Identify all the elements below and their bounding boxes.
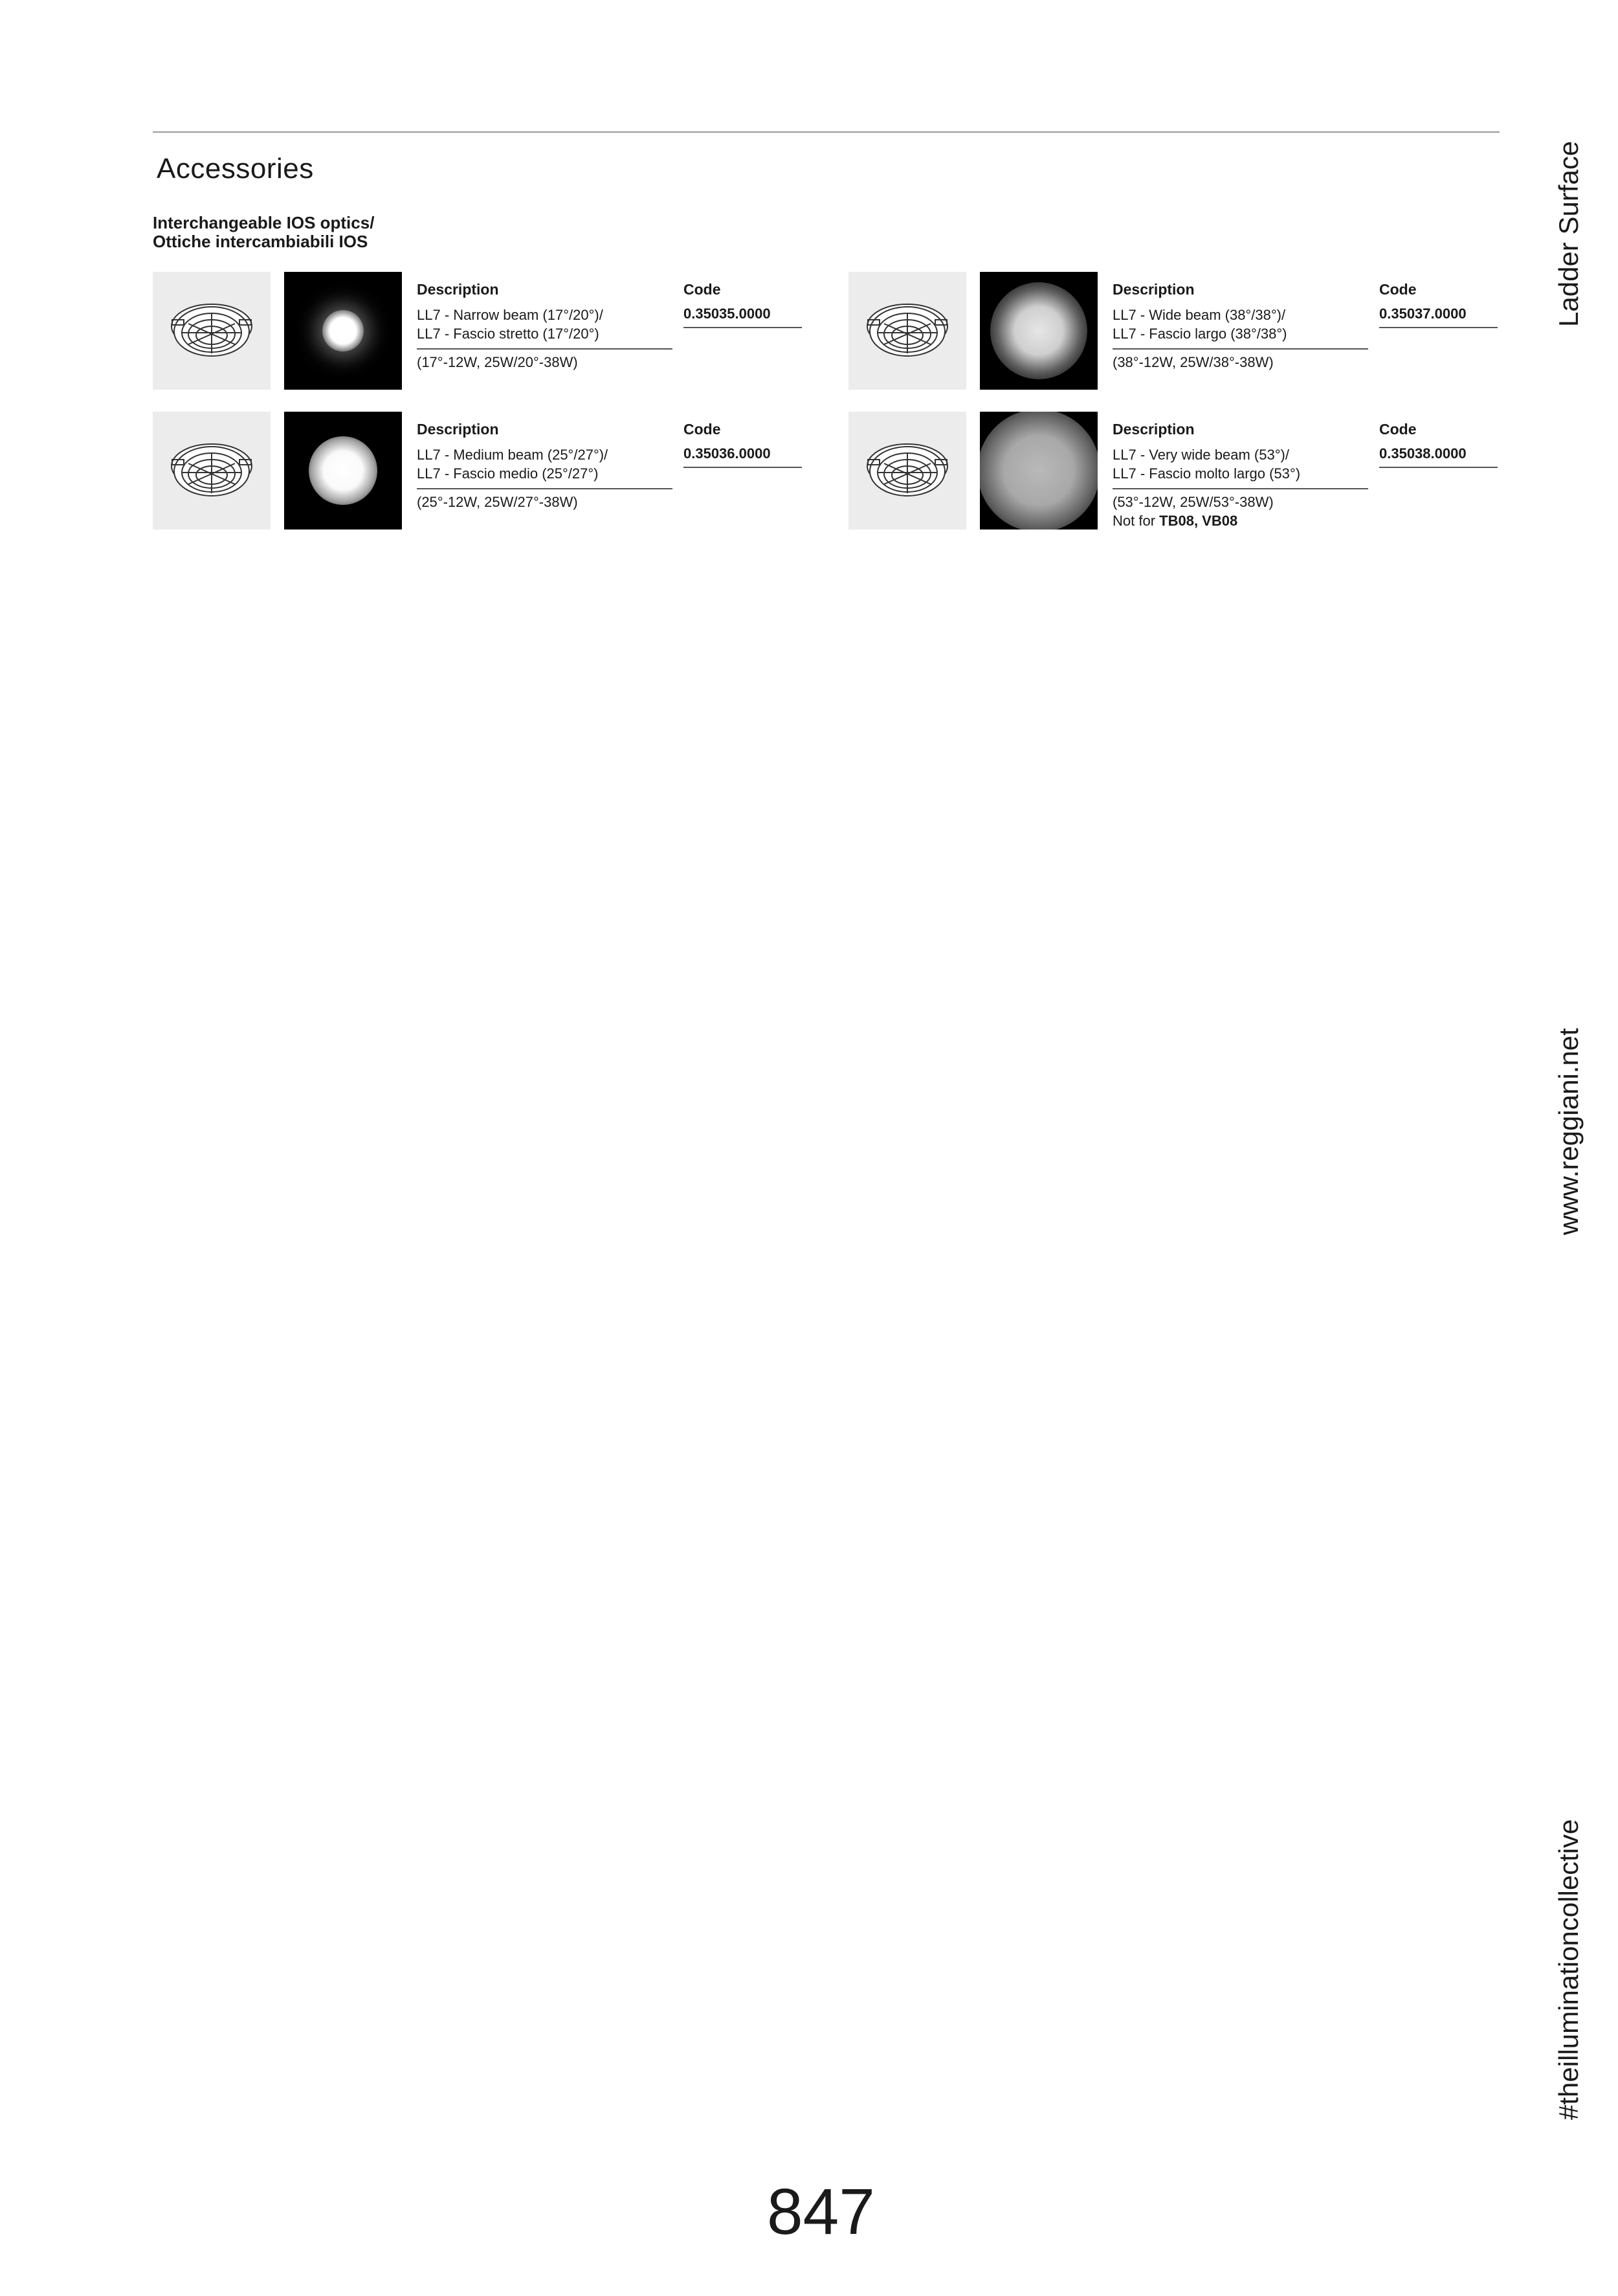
description-header: Description [1113,421,1195,438]
optic-reflector-drawing-icon [848,412,966,529]
section-title: Accessories [157,153,314,184]
power-spec [1113,493,1274,530]
description-divider [417,348,672,350]
medium-beam-light-spot-icon [284,412,402,529]
note-text: Not for [1113,513,1160,529]
compatibility-note [1113,511,1274,530]
description-text [417,445,608,483]
optic-reflector-drawing-icon [848,272,966,390]
description-divider [1113,348,1368,350]
optic-reflector-drawing-icon [153,412,271,529]
description-header: Description [417,281,499,298]
product-code: 0.35037.0000 [1379,306,1467,322]
code-header: Code [1379,281,1417,298]
wide-beam-light-spot-icon [980,272,1098,390]
sidebar-hashtag: #theilluminationcollective [1553,1819,1584,2120]
subsection-title-line2: Ottiche intercambiabili IOS [153,232,368,251]
description-text [1113,306,1287,343]
description-line-en: LL7 - Very wide beam (53°)/ [1113,447,1289,463]
description-line-it: LL7 - Fascio molto largo (53°) [1113,465,1301,482]
code-divider [1379,467,1498,468]
description-divider [1113,488,1368,489]
power-spec: (17°-12W, 25W/20°-38W) [417,354,578,370]
accessory-item-wide [848,272,1496,391]
subsection-title [153,214,374,251]
description-header: Description [417,421,499,438]
description-line-it: LL7 - Fascio medio (25°/27°) [417,465,599,482]
subsection-title-line1: Interchangeable IOS optics/ [153,213,375,232]
description-line-en: LL7 - Narrow beam (17°/20°)/ [417,307,603,323]
description-divider [417,488,672,489]
accessory-item-medium [153,412,800,531]
description-text [1113,445,1300,483]
accessory-item-narrow [153,272,800,391]
header-rule [153,131,1500,133]
power-spec: (38°-12W, 25W/38°-38W) [1113,354,1274,370]
sidebar-product-family: Ladder Surface [1553,140,1584,327]
description-line-it: LL7 - Fascio stretto (17°/20°) [417,326,599,342]
code-header: Code [683,281,721,298]
sidebar-website-link[interactable]: www.reggiani.net [1553,1028,1584,1235]
code-header: Code [683,421,721,438]
power-spec-text: (53°-12W, 25W/53°-38W) [1113,494,1274,510]
accessory-item-very-wide [848,412,1496,531]
code-divider [683,327,802,328]
product-code: 0.35038.0000 [1379,445,1467,462]
description-header: Description [1113,281,1195,298]
description-line-en: LL7 - Medium beam (25°/27°)/ [417,447,608,463]
very-wide-beam-light-spot-icon [980,412,1098,529]
note-models: TB08, VB08 [1159,513,1238,529]
page-number: 847 [767,2176,875,2248]
description-line-en: LL7 - Wide beam (38°/38°)/ [1113,307,1286,323]
product-code: 0.35035.0000 [683,306,771,322]
optic-reflector-drawing-icon [153,272,271,390]
power-spec: (25°-12W, 25W/27°-38W) [417,494,578,510]
description-text [417,306,603,343]
code-divider [1379,327,1498,328]
code-header: Code [1379,421,1417,438]
code-divider [683,467,802,468]
description-line-it: LL7 - Fascio largo (38°/38°) [1113,326,1287,342]
product-code: 0.35036.0000 [683,445,771,462]
narrow-beam-light-spot-icon [284,272,402,390]
